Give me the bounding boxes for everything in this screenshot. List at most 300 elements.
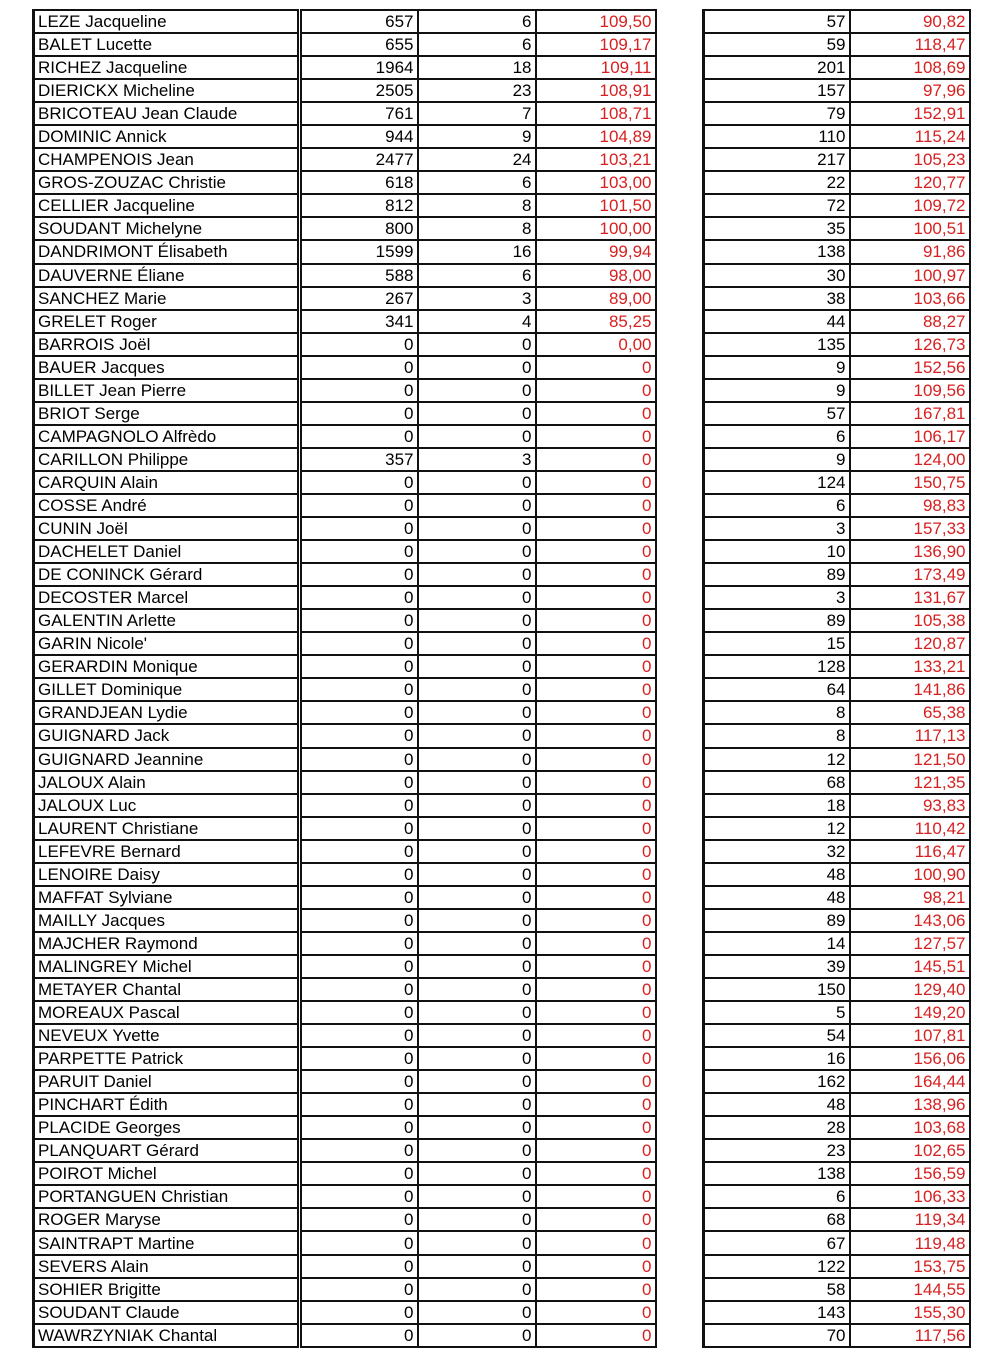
average-cell: 120,87 bbox=[850, 632, 970, 655]
points-cell: 0 bbox=[300, 632, 418, 655]
points-cell: 0 bbox=[300, 609, 418, 632]
average-cell: 101,50 bbox=[536, 194, 656, 217]
player-name-cell: METAYER Chantal bbox=[34, 978, 300, 1001]
average-cell: 0 bbox=[536, 609, 656, 632]
average-cell: 0 bbox=[536, 1255, 656, 1278]
average-cell: 105,38 bbox=[850, 609, 970, 632]
average-cell: 164,44 bbox=[850, 1070, 970, 1093]
games-cell: 0 bbox=[418, 379, 536, 402]
games-cell: 24 bbox=[418, 148, 536, 171]
average-cell: 152,91 bbox=[850, 102, 970, 125]
count-cell: 150 bbox=[704, 978, 850, 1001]
table-row bbox=[704, 425, 970, 448]
secondary-stats-body bbox=[704, 10, 970, 1347]
table-row bbox=[34, 1255, 656, 1278]
average-cell: 0 bbox=[536, 886, 656, 909]
table-row bbox=[34, 840, 656, 863]
player-name-cell: BRICOTEAU Jean Claude bbox=[34, 102, 300, 125]
average-cell: 173,49 bbox=[850, 563, 970, 586]
player-stats-body bbox=[34, 10, 656, 1347]
points-cell: 267 bbox=[300, 287, 418, 310]
player-name-cell: GUIGNARD Jeannine bbox=[34, 748, 300, 771]
average-cell: 0 bbox=[536, 1231, 656, 1254]
games-cell: 0 bbox=[418, 655, 536, 678]
count-cell: 57 bbox=[704, 402, 850, 425]
table-row bbox=[704, 586, 970, 609]
average-cell: 0 bbox=[536, 817, 656, 840]
count-cell: 14 bbox=[704, 932, 850, 955]
games-cell: 0 bbox=[418, 1047, 536, 1070]
points-cell: 0 bbox=[300, 494, 418, 517]
average-cell: 150,75 bbox=[850, 471, 970, 494]
table-row bbox=[34, 817, 656, 840]
games-cell: 16 bbox=[418, 240, 536, 263]
count-cell: 48 bbox=[704, 1093, 850, 1116]
average-cell: 0 bbox=[536, 402, 656, 425]
games-cell: 9 bbox=[418, 125, 536, 148]
games-cell: 0 bbox=[418, 932, 536, 955]
points-cell: 0 bbox=[300, 1208, 418, 1231]
table-row bbox=[34, 1185, 656, 1208]
table-row bbox=[34, 978, 656, 1001]
table-row bbox=[704, 1139, 970, 1162]
table-row bbox=[704, 1116, 970, 1139]
average-cell: 109,50 bbox=[536, 10, 656, 33]
table-row bbox=[704, 1231, 970, 1254]
average-cell: 131,67 bbox=[850, 586, 970, 609]
points-cell: 0 bbox=[300, 356, 418, 379]
games-cell: 0 bbox=[418, 563, 536, 586]
player-name-cell: DECOSTER Marcel bbox=[34, 586, 300, 609]
table-row bbox=[34, 632, 656, 655]
points-cell: 944 bbox=[300, 125, 418, 148]
table-row bbox=[34, 33, 656, 56]
player-name-cell: BILLET Jean Pierre bbox=[34, 379, 300, 402]
points-cell: 0 bbox=[300, 1139, 418, 1162]
table-row bbox=[34, 932, 656, 955]
count-cell: 72 bbox=[704, 194, 850, 217]
points-cell: 0 bbox=[300, 1185, 418, 1208]
average-cell: 90,82 bbox=[850, 10, 970, 33]
games-cell: 6 bbox=[418, 33, 536, 56]
count-cell: 201 bbox=[704, 56, 850, 79]
player-name-cell: PINCHART Édith bbox=[34, 1093, 300, 1116]
table-row bbox=[704, 287, 970, 310]
points-cell: 357 bbox=[300, 448, 418, 471]
table-row bbox=[704, 632, 970, 655]
table-row bbox=[34, 748, 656, 771]
table-row bbox=[34, 1324, 656, 1347]
points-cell: 618 bbox=[300, 171, 418, 194]
points-cell: 0 bbox=[300, 1301, 418, 1324]
table-row bbox=[34, 1208, 656, 1231]
average-cell: 0 bbox=[536, 771, 656, 794]
table-row bbox=[704, 678, 970, 701]
table-row bbox=[34, 287, 656, 310]
average-cell: 102,65 bbox=[850, 1139, 970, 1162]
games-cell: 0 bbox=[418, 678, 536, 701]
count-cell: 6 bbox=[704, 1185, 850, 1208]
table-row bbox=[34, 1001, 656, 1024]
average-cell: 0 bbox=[536, 909, 656, 932]
table-row bbox=[704, 1185, 970, 1208]
table-row bbox=[34, 517, 656, 540]
points-cell: 2477 bbox=[300, 148, 418, 171]
points-cell: 0 bbox=[300, 1093, 418, 1116]
average-cell: 157,33 bbox=[850, 517, 970, 540]
table-row bbox=[704, 1070, 970, 1093]
games-cell: 8 bbox=[418, 194, 536, 217]
player-name-cell: MAFFAT Sylviane bbox=[34, 886, 300, 909]
player-name-cell: PLANQUART Gérard bbox=[34, 1139, 300, 1162]
table-row bbox=[34, 56, 656, 79]
average-cell: 0 bbox=[536, 1185, 656, 1208]
average-cell: 0 bbox=[536, 932, 656, 955]
table-row bbox=[34, 1301, 656, 1324]
count-cell: 28 bbox=[704, 1116, 850, 1139]
table-row bbox=[34, 494, 656, 517]
average-cell: 0 bbox=[536, 655, 656, 678]
table-row bbox=[34, 1047, 656, 1070]
points-cell: 0 bbox=[300, 817, 418, 840]
average-cell: 109,11 bbox=[536, 56, 656, 79]
count-cell: 5 bbox=[704, 1001, 850, 1024]
average-cell: 100,97 bbox=[850, 264, 970, 287]
count-cell: 70 bbox=[704, 1324, 850, 1347]
count-cell: 59 bbox=[704, 33, 850, 56]
games-cell: 0 bbox=[418, 724, 536, 747]
player-name-cell: CELLIER Jacqueline bbox=[34, 194, 300, 217]
average-cell: 155,30 bbox=[850, 1301, 970, 1324]
table-row bbox=[34, 909, 656, 932]
player-name-cell: GILLET Dominique bbox=[34, 678, 300, 701]
average-cell: 153,75 bbox=[850, 1255, 970, 1278]
table-row bbox=[704, 379, 970, 402]
table-row bbox=[34, 609, 656, 632]
secondary-stats-table bbox=[702, 9, 971, 1348]
table-row bbox=[34, 240, 656, 263]
table-row bbox=[704, 955, 970, 978]
average-cell: 0 bbox=[536, 1024, 656, 1047]
count-cell: 9 bbox=[704, 356, 850, 379]
games-cell: 0 bbox=[418, 1001, 536, 1024]
player-name-cell: SOUDANT Michelyne bbox=[34, 217, 300, 240]
table-row bbox=[34, 1093, 656, 1116]
player-name-cell: JALOUX Alain bbox=[34, 771, 300, 794]
games-cell: 0 bbox=[418, 840, 536, 863]
points-cell: 0 bbox=[300, 794, 418, 817]
points-cell: 0 bbox=[300, 425, 418, 448]
average-cell: 136,90 bbox=[850, 540, 970, 563]
games-cell: 0 bbox=[418, 748, 536, 771]
points-cell: 0 bbox=[300, 517, 418, 540]
player-name-cell: CHAMPENOIS Jean bbox=[34, 148, 300, 171]
count-cell: 48 bbox=[704, 863, 850, 886]
average-cell: 0 bbox=[536, 632, 656, 655]
games-cell: 0 bbox=[418, 1116, 536, 1139]
average-cell: 98,21 bbox=[850, 886, 970, 909]
points-cell: 812 bbox=[300, 194, 418, 217]
average-cell: 116,47 bbox=[850, 840, 970, 863]
table-row bbox=[34, 1070, 656, 1093]
games-cell: 3 bbox=[418, 287, 536, 310]
player-name-cell: SANCHEZ Marie bbox=[34, 287, 300, 310]
average-cell: 129,40 bbox=[850, 978, 970, 1001]
average-cell: 0,00 bbox=[536, 333, 656, 356]
player-name-cell: LEFEVRE Bernard bbox=[34, 840, 300, 863]
table-row bbox=[34, 655, 656, 678]
games-cell: 0 bbox=[418, 701, 536, 724]
table-row bbox=[34, 540, 656, 563]
count-cell: 135 bbox=[704, 333, 850, 356]
player-name-cell: SOHIER Brigitte bbox=[34, 1278, 300, 1301]
average-cell: 0 bbox=[536, 540, 656, 563]
average-cell: 0 bbox=[536, 748, 656, 771]
games-cell: 0 bbox=[418, 425, 536, 448]
average-cell: 0 bbox=[536, 586, 656, 609]
points-cell: 0 bbox=[300, 563, 418, 586]
player-name-cell: SEVERS Alain bbox=[34, 1255, 300, 1278]
average-cell: 103,21 bbox=[536, 148, 656, 171]
average-cell: 0 bbox=[536, 563, 656, 586]
games-cell: 0 bbox=[418, 978, 536, 1001]
games-cell: 6 bbox=[418, 10, 536, 33]
games-cell: 0 bbox=[418, 817, 536, 840]
player-name-cell: BRIOT Serge bbox=[34, 402, 300, 425]
points-cell: 0 bbox=[300, 748, 418, 771]
table-row bbox=[34, 563, 656, 586]
count-cell: 48 bbox=[704, 886, 850, 909]
average-cell: 65,38 bbox=[850, 701, 970, 724]
average-cell: 100,90 bbox=[850, 863, 970, 886]
points-cell: 0 bbox=[300, 1162, 418, 1185]
average-cell: 117,56 bbox=[850, 1324, 970, 1347]
average-cell: 156,06 bbox=[850, 1047, 970, 1070]
player-name-cell: BARROIS Joël bbox=[34, 333, 300, 356]
average-cell: 0 bbox=[536, 517, 656, 540]
average-cell: 152,56 bbox=[850, 356, 970, 379]
player-name-cell: PARUIT Daniel bbox=[34, 1070, 300, 1093]
table-row bbox=[34, 771, 656, 794]
average-cell: 118,47 bbox=[850, 33, 970, 56]
points-cell: 655 bbox=[300, 33, 418, 56]
table-row bbox=[34, 863, 656, 886]
average-cell: 91,86 bbox=[850, 240, 970, 263]
average-cell: 0 bbox=[536, 1162, 656, 1185]
player-name-cell: ROGER Maryse bbox=[34, 1208, 300, 1231]
table-row bbox=[34, 955, 656, 978]
table-row bbox=[34, 425, 656, 448]
points-cell: 0 bbox=[300, 1024, 418, 1047]
table-row bbox=[704, 909, 970, 932]
player-name-cell: PLACIDE Georges bbox=[34, 1116, 300, 1139]
count-cell: 6 bbox=[704, 425, 850, 448]
table-row bbox=[34, 1139, 656, 1162]
table-row bbox=[704, 217, 970, 240]
average-cell: 103,66 bbox=[850, 287, 970, 310]
count-cell: 3 bbox=[704, 517, 850, 540]
count-cell: 35 bbox=[704, 217, 850, 240]
points-cell: 588 bbox=[300, 264, 418, 287]
table-row bbox=[704, 1024, 970, 1047]
player-name-cell: GERARDIN Monique bbox=[34, 655, 300, 678]
games-cell: 8 bbox=[418, 217, 536, 240]
games-cell: 0 bbox=[418, 356, 536, 379]
player-name-cell: LENOIRE Daisy bbox=[34, 863, 300, 886]
table-row bbox=[704, 356, 970, 379]
average-cell: 104,89 bbox=[536, 125, 656, 148]
player-name-cell: BALET Lucette bbox=[34, 33, 300, 56]
table-row bbox=[704, 1324, 970, 1347]
points-cell: 0 bbox=[300, 724, 418, 747]
games-cell: 0 bbox=[418, 471, 536, 494]
count-cell: 16 bbox=[704, 1047, 850, 1070]
average-cell: 119,34 bbox=[850, 1208, 970, 1231]
table-row bbox=[704, 448, 970, 471]
table-row bbox=[34, 1116, 656, 1139]
points-cell: 0 bbox=[300, 1070, 418, 1093]
count-cell: 157 bbox=[704, 79, 850, 102]
table-row bbox=[704, 1278, 970, 1301]
table-row bbox=[704, 310, 970, 333]
table-row bbox=[34, 1231, 656, 1254]
points-cell: 0 bbox=[300, 379, 418, 402]
games-cell: 0 bbox=[418, 1278, 536, 1301]
average-cell: 127,57 bbox=[850, 932, 970, 955]
count-cell: 15 bbox=[704, 632, 850, 655]
table-row bbox=[704, 79, 970, 102]
player-name-cell: GROS-ZOUZAC Christie bbox=[34, 171, 300, 194]
average-cell: 126,73 bbox=[850, 333, 970, 356]
average-cell: 88,27 bbox=[850, 310, 970, 333]
player-name-cell: LAURENT Christiane bbox=[34, 817, 300, 840]
points-cell: 2505 bbox=[300, 79, 418, 102]
average-cell: 0 bbox=[536, 840, 656, 863]
count-cell: 79 bbox=[704, 102, 850, 125]
games-cell: 23 bbox=[418, 79, 536, 102]
average-cell: 167,81 bbox=[850, 402, 970, 425]
points-cell: 0 bbox=[300, 471, 418, 494]
table-row bbox=[34, 217, 656, 240]
points-cell: 0 bbox=[300, 1047, 418, 1070]
player-name-cell: BAUER Jacques bbox=[34, 356, 300, 379]
table-row bbox=[704, 33, 970, 56]
average-cell: 109,56 bbox=[850, 379, 970, 402]
table-row bbox=[34, 586, 656, 609]
table-row bbox=[704, 56, 970, 79]
points-cell: 0 bbox=[300, 586, 418, 609]
count-cell: 122 bbox=[704, 1255, 850, 1278]
points-cell: 0 bbox=[300, 1278, 418, 1301]
points-cell: 0 bbox=[300, 932, 418, 955]
count-cell: 64 bbox=[704, 678, 850, 701]
count-cell: 89 bbox=[704, 609, 850, 632]
average-cell: 108,91 bbox=[536, 79, 656, 102]
count-cell: 67 bbox=[704, 1231, 850, 1254]
table-row bbox=[704, 932, 970, 955]
table-row bbox=[34, 701, 656, 724]
count-cell: 128 bbox=[704, 655, 850, 678]
count-cell: 217 bbox=[704, 148, 850, 171]
average-cell: 100,00 bbox=[536, 217, 656, 240]
player-name-cell: DOMINIC Annick bbox=[34, 125, 300, 148]
table-row bbox=[704, 1047, 970, 1070]
table-row bbox=[34, 125, 656, 148]
count-cell: 12 bbox=[704, 748, 850, 771]
games-cell: 0 bbox=[418, 402, 536, 425]
average-cell: 0 bbox=[536, 863, 656, 886]
games-cell: 0 bbox=[418, 1185, 536, 1208]
average-cell: 107,81 bbox=[850, 1024, 970, 1047]
games-cell: 0 bbox=[418, 1139, 536, 1162]
player-name-cell: POIROT Michel bbox=[34, 1162, 300, 1185]
count-cell: 30 bbox=[704, 264, 850, 287]
points-cell: 0 bbox=[300, 771, 418, 794]
average-cell: 117,13 bbox=[850, 724, 970, 747]
average-cell: 0 bbox=[536, 978, 656, 1001]
average-cell: 121,35 bbox=[850, 771, 970, 794]
points-cell: 800 bbox=[300, 217, 418, 240]
player-name-cell: CUNIN Joël bbox=[34, 517, 300, 540]
games-cell: 0 bbox=[418, 909, 536, 932]
player-name-cell: GALENTIN Arlette bbox=[34, 609, 300, 632]
table-row bbox=[34, 1278, 656, 1301]
games-cell: 0 bbox=[418, 1231, 536, 1254]
games-cell: 0 bbox=[418, 540, 536, 563]
count-cell: 32 bbox=[704, 840, 850, 863]
games-cell: 0 bbox=[418, 632, 536, 655]
table-row bbox=[704, 563, 970, 586]
player-name-cell: GUIGNARD Jack bbox=[34, 724, 300, 747]
average-cell: 0 bbox=[536, 955, 656, 978]
player-name-cell: RICHEZ Jacqueline bbox=[34, 56, 300, 79]
table-row bbox=[704, 10, 970, 33]
games-cell: 0 bbox=[418, 1070, 536, 1093]
games-cell: 7 bbox=[418, 102, 536, 125]
table-row bbox=[34, 794, 656, 817]
count-cell: 138 bbox=[704, 1162, 850, 1185]
games-cell: 0 bbox=[418, 1208, 536, 1231]
points-cell: 0 bbox=[300, 402, 418, 425]
games-cell: 0 bbox=[418, 955, 536, 978]
player-name-cell: GRANDJEAN Lydie bbox=[34, 701, 300, 724]
average-cell: 0 bbox=[536, 448, 656, 471]
table-row bbox=[704, 655, 970, 678]
count-cell: 3 bbox=[704, 586, 850, 609]
average-cell: 106,17 bbox=[850, 425, 970, 448]
count-cell: 9 bbox=[704, 379, 850, 402]
average-cell: 103,68 bbox=[850, 1116, 970, 1139]
average-cell: 121,50 bbox=[850, 748, 970, 771]
table-row bbox=[704, 863, 970, 886]
average-cell: 145,51 bbox=[850, 955, 970, 978]
average-cell: 105,23 bbox=[850, 148, 970, 171]
average-cell: 0 bbox=[536, 724, 656, 747]
average-cell: 120,77 bbox=[850, 171, 970, 194]
count-cell: 89 bbox=[704, 909, 850, 932]
table-row bbox=[34, 310, 656, 333]
games-cell: 0 bbox=[418, 586, 536, 609]
player-name-cell: GARIN Nicole' bbox=[34, 632, 300, 655]
table-row bbox=[34, 148, 656, 171]
table-row bbox=[34, 194, 656, 217]
games-cell: 0 bbox=[418, 863, 536, 886]
average-cell: 0 bbox=[536, 1047, 656, 1070]
player-name-cell: CAMPAGNOLO Alfrèdo bbox=[34, 425, 300, 448]
table-row bbox=[704, 817, 970, 840]
table-row bbox=[704, 886, 970, 909]
points-cell: 657 bbox=[300, 10, 418, 33]
